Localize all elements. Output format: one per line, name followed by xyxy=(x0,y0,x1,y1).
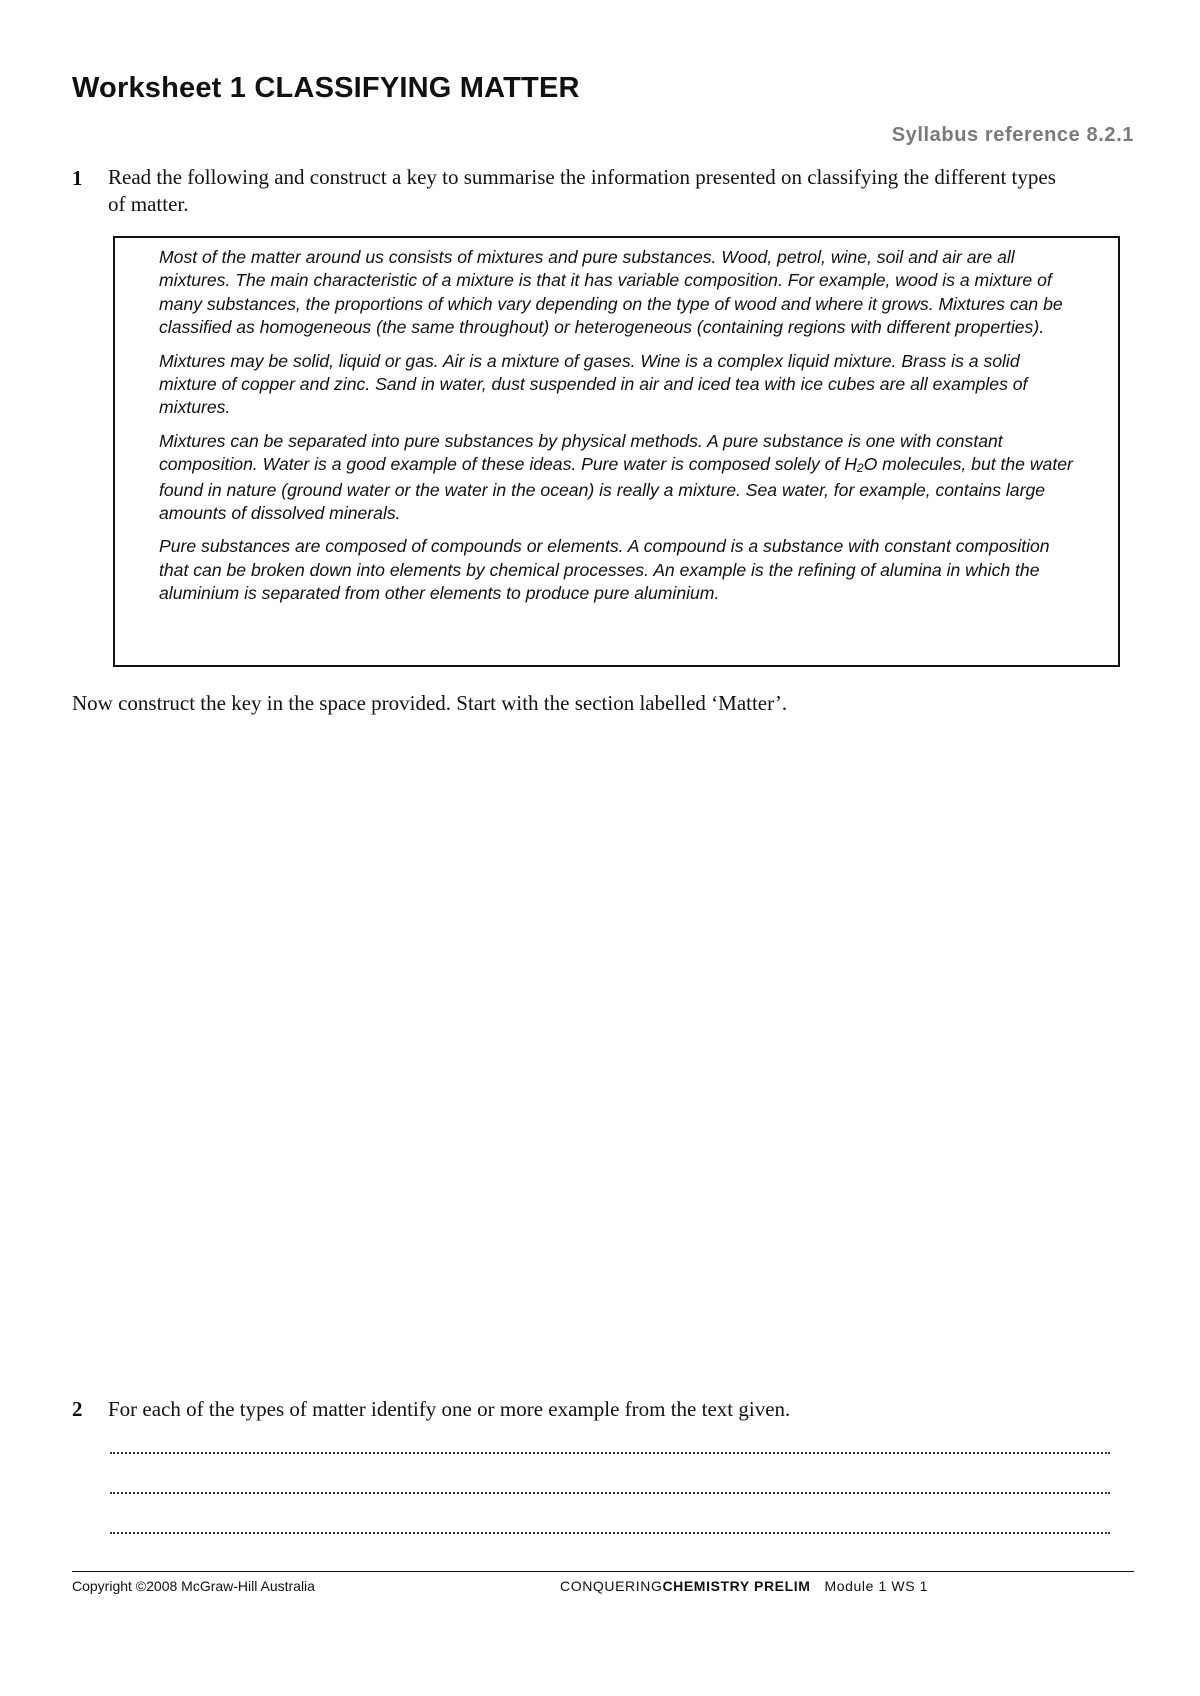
question-1-text: Read the following and construct a key to summarise the information presented on classifying the different types of matter. xyxy=(108,165,1056,216)
question-2-number: 2 xyxy=(72,1397,83,1421)
question-2-text: For each of the types of matter identify one or more example from the text given. xyxy=(108,1397,791,1421)
footer-series-bold: CHEMISTRY PRELIM xyxy=(662,1578,811,1594)
passage-paragraph-1: Most of the matter around us consists of mixtures and pure substances. Wood, petrol, wine, soil and air are all mixtures. The main characteristic of a mixture is that it has variable composition. For example, wood is a mixture of many substances, the proportions of which vary depending on the type of wood and where it grows. Mixtures can be classified as homogeneous (the same throughout) or heterogeneous (containing regions with different properties). xyxy=(159,247,1063,338)
passage-paragraph-4: Pure substances are composed of compounds or elements. A compound is a substance with constant composition that can be broken down into elements by chemical processes. An example is the refining of alumina in which the aluminium is separated from other elements to produce pure aluminium. xyxy=(159,536,1050,604)
answer-line-2[interactable] xyxy=(110,1472,1110,1494)
page-title: Worksheet 1 CLASSIFYING MATTER xyxy=(72,72,580,104)
passage-paragraph-2: Mixtures may be solid, liquid or gas. Air is a mixture of gases. Wine is a complex liquid mixture. Brass is a solid mixture of copper and zinc. Sand in water, dust suspended in air and iced tea with ice cubes are all examples of mixtures. xyxy=(159,350,1028,418)
footer-module: Module 1 WS 1 xyxy=(824,1578,929,1594)
footer-series-light: CONQUERING xyxy=(560,1578,663,1594)
footer-copyright: Copyright ©2008 McGraw-Hill Australia xyxy=(72,1578,315,1594)
key-drawing-area[interactable] xyxy=(72,730,1122,1380)
passage-paragraph-3 xyxy=(159,430,1082,526)
passage-paragraph-3-end: O molecules, but the water found in nature (ground water or the water in the ocean) is really a mixture. Sea water, for example, contains large amounts of dissolved minerals. xyxy=(159,454,1073,524)
answer-line-1[interactable] xyxy=(110,1432,1110,1454)
syllabus-reference: Syllabus reference 8.2.1 xyxy=(891,124,1134,146)
footer-divider xyxy=(72,1571,1134,1572)
key-instruction: Now construct the key in the space provided. Start with the section labelled ‘Matter’. xyxy=(72,691,788,715)
footer-series xyxy=(560,1578,928,1594)
answer-line-3[interactable] xyxy=(110,1512,1110,1534)
subscript-2: 2 xyxy=(856,461,864,476)
reading-passage-box xyxy=(113,236,1120,667)
passage-paragraph-3-start: Mixtures can be separated into pure substances by physical methods. A pure substance is one with constant composition. Water is a good example of these ideas. Pure water is composed solely of H xyxy=(159,430,1003,475)
question-1-number: 1 xyxy=(72,166,83,190)
